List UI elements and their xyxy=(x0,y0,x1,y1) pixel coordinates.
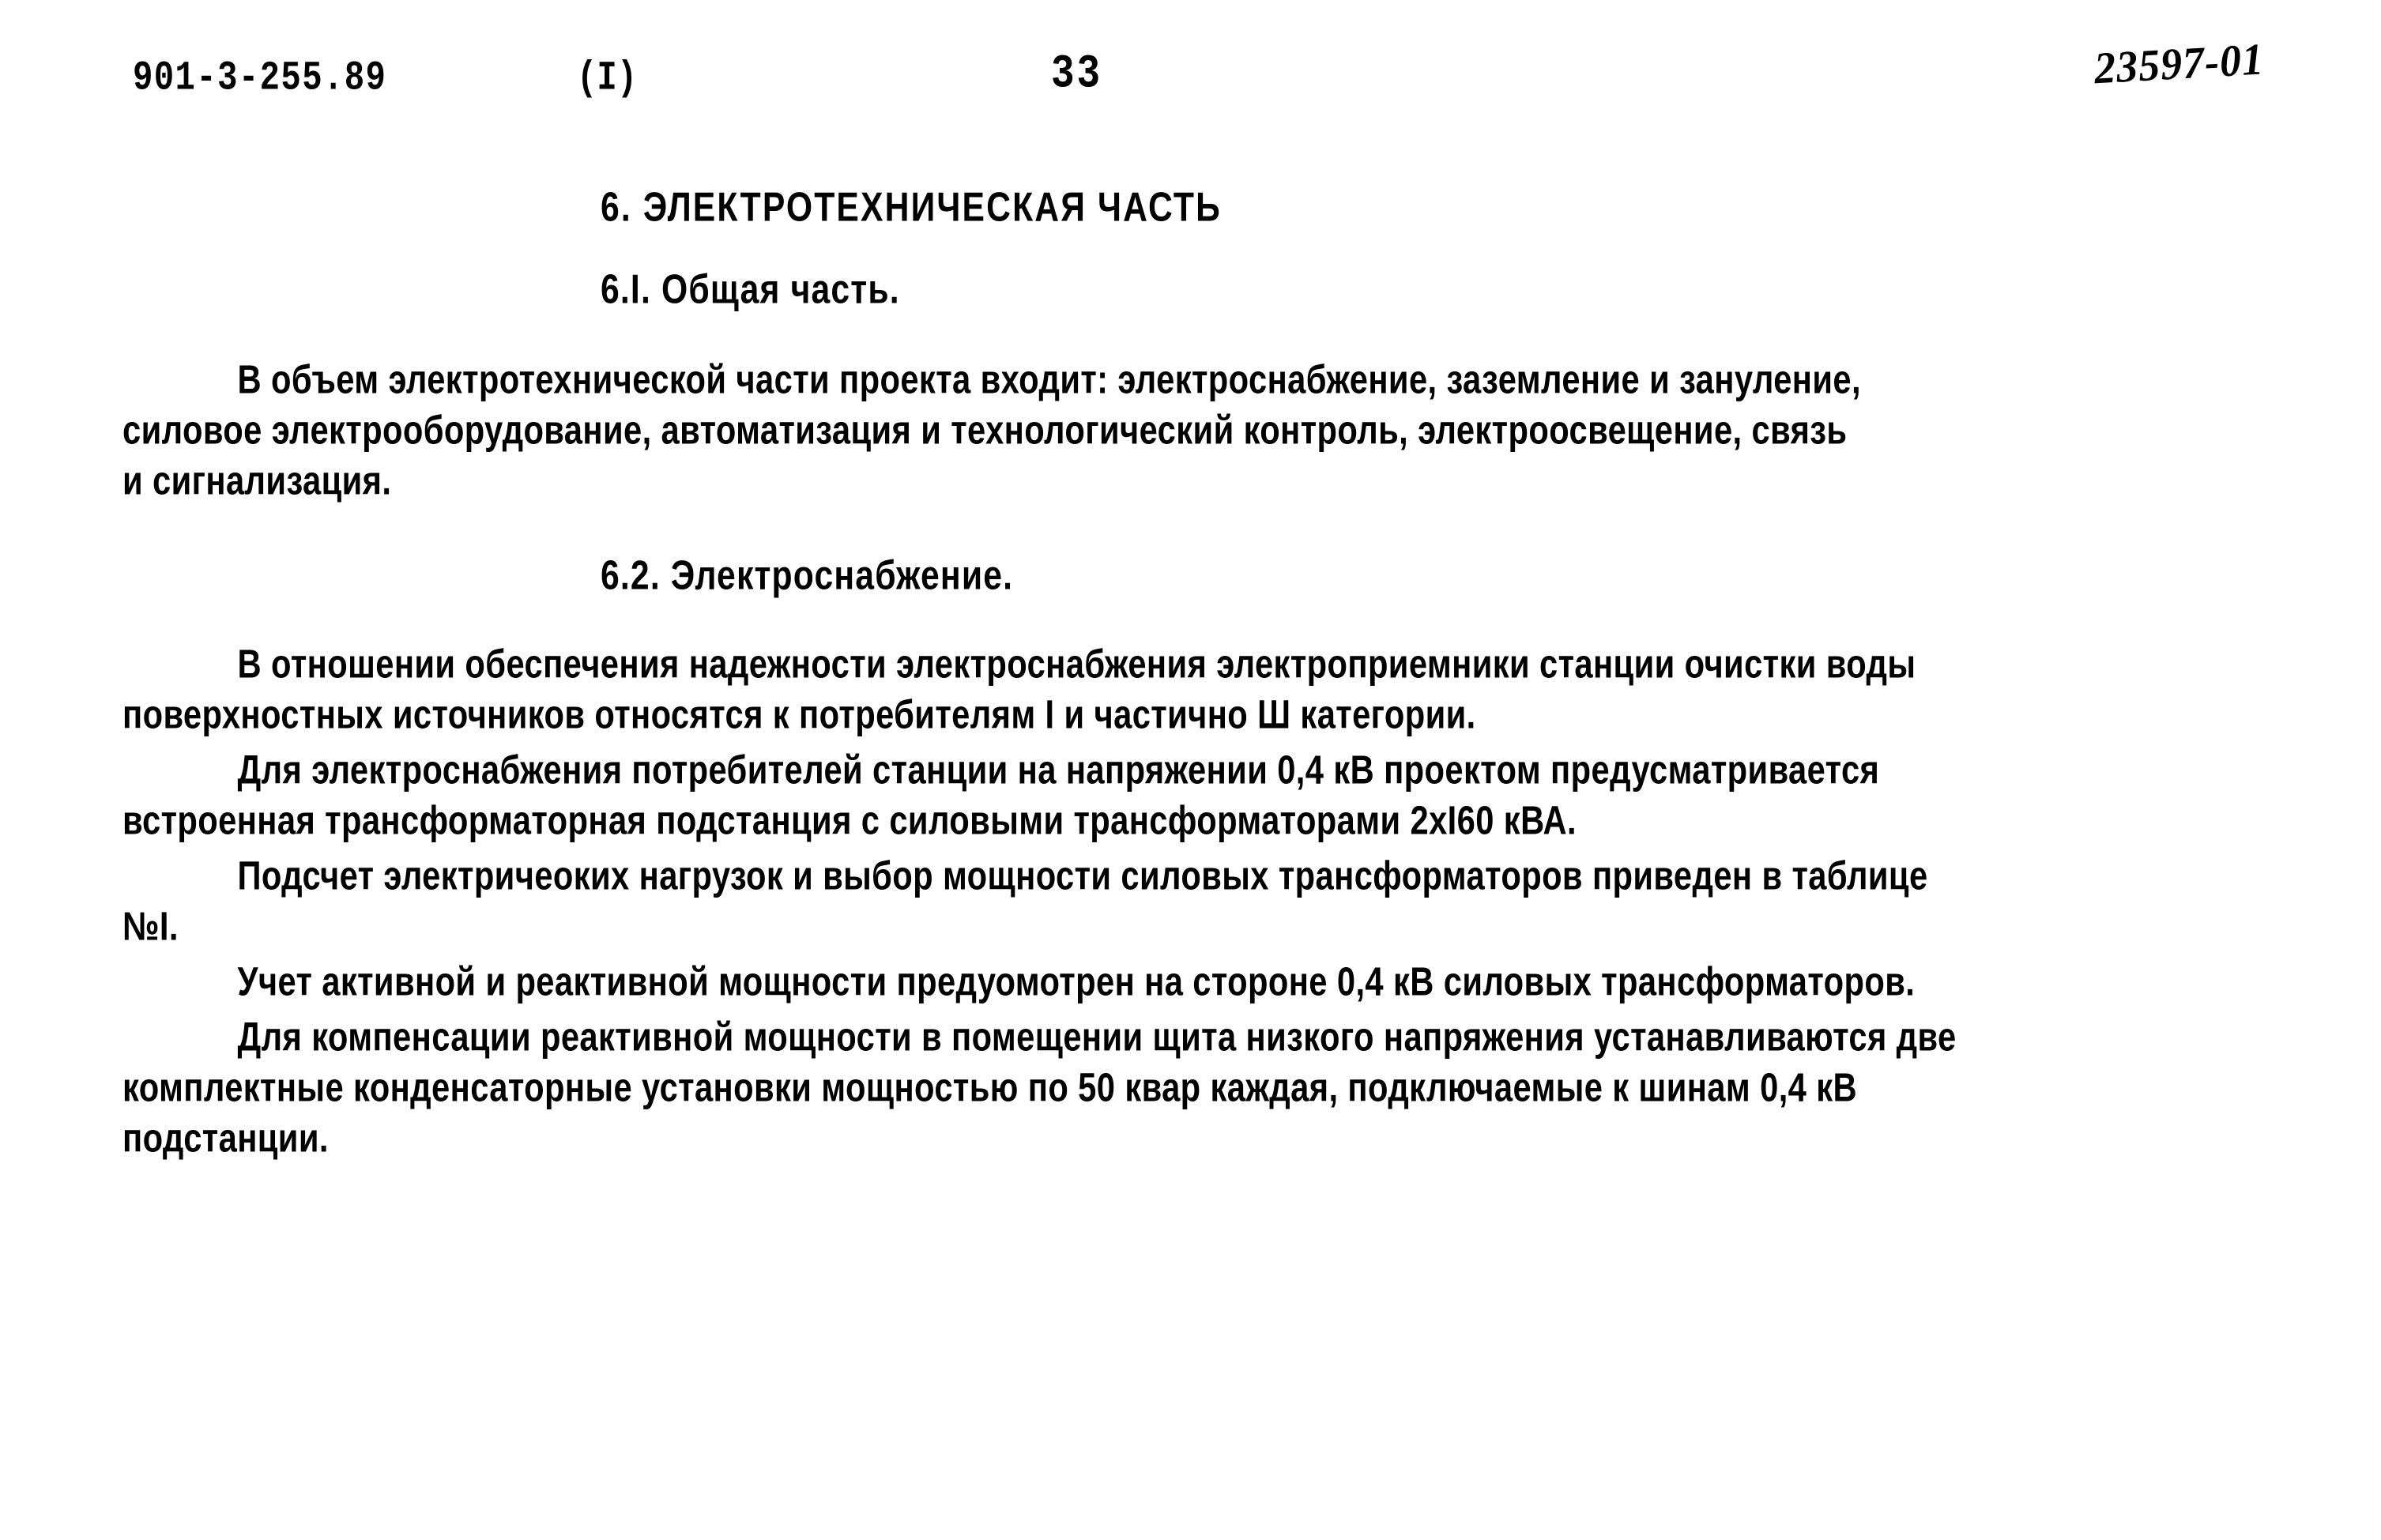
paragraph-line: В объем электротехнической части проекта входит: электроснабжение, заземление и зануление, xyxy=(237,357,1861,403)
section-heading-block xyxy=(601,178,2381,231)
paragraph-load-calculation-table-ref xyxy=(122,846,2381,950)
subsection-2-heading-block xyxy=(601,546,2381,597)
paragraph-line: встроенная трансформаторная подстанция с силовыми трансформаторами 2хI60 кВА. xyxy=(122,798,1577,844)
document-body xyxy=(0,178,2381,1162)
archive-stamp: 23597-01 xyxy=(2093,34,2266,93)
paragraph-line: В отношении обеспечения надежности электроснабжения электроприемники станции очистки воды xyxy=(237,642,1916,687)
subsection-heading-general-part: 6.I. Общая часть. xyxy=(601,266,900,313)
paragraph-line: комплектные конденсаторные установки мощностью по 50 квар каждая, подключаемые к шинам 0,4 кВ xyxy=(122,1065,1858,1111)
document-code: 901-3-255.89 xyxy=(133,55,387,102)
paragraph-line: Подсчет электричеоких нагрузок и выбор мощности силовых трансформаторов приведен в таблице xyxy=(237,853,1928,899)
paragraph-line: и сигнализация. xyxy=(122,458,392,504)
paragraph-reactive-power-compensation xyxy=(122,1007,2381,1162)
paragraph-line: Для компенсации реактивной мощности в помещении щита низкого напряжения устанавливаются две xyxy=(237,1015,1957,1060)
section-heading: 6. ЭЛЕКТРОТЕХНИЧЕСКАЯ ЧАСТЬ xyxy=(601,184,1222,231)
paragraph-scope-of-electrical-part xyxy=(122,350,2381,502)
paragraph-transformer-substation xyxy=(122,740,2381,842)
paragraph-line: поверхностных источников относятся к потребителям I и частично Ш категории. xyxy=(122,692,1476,738)
paragraph-line: подстанции. xyxy=(122,1116,329,1162)
document-part: (I) xyxy=(577,55,638,102)
subsection-heading-power-supply: 6.2. Электроснабжение. xyxy=(601,552,1014,599)
paragraph-reliability-categories xyxy=(122,634,2381,736)
paragraph-line: Для электроснабжения потребителей станции на напряжении 0,4 кВ проектом предусматривается xyxy=(237,747,1880,793)
page-header xyxy=(0,34,2381,119)
paragraph-power-metering xyxy=(122,952,2381,1003)
paragraph-line: Учет активной и реактивной мощности предуомотрен на стороне 0,4 кВ силовых трансформаторов. xyxy=(237,959,1916,1005)
page-number: 33 xyxy=(1051,47,1103,101)
paragraph-line: №I. xyxy=(122,904,179,950)
paragraph-line: силовое электрооборудование, автоматизация и технологический контроль, электроосвещение, связь xyxy=(122,408,1848,454)
subsection-1-heading-block xyxy=(601,260,2381,311)
